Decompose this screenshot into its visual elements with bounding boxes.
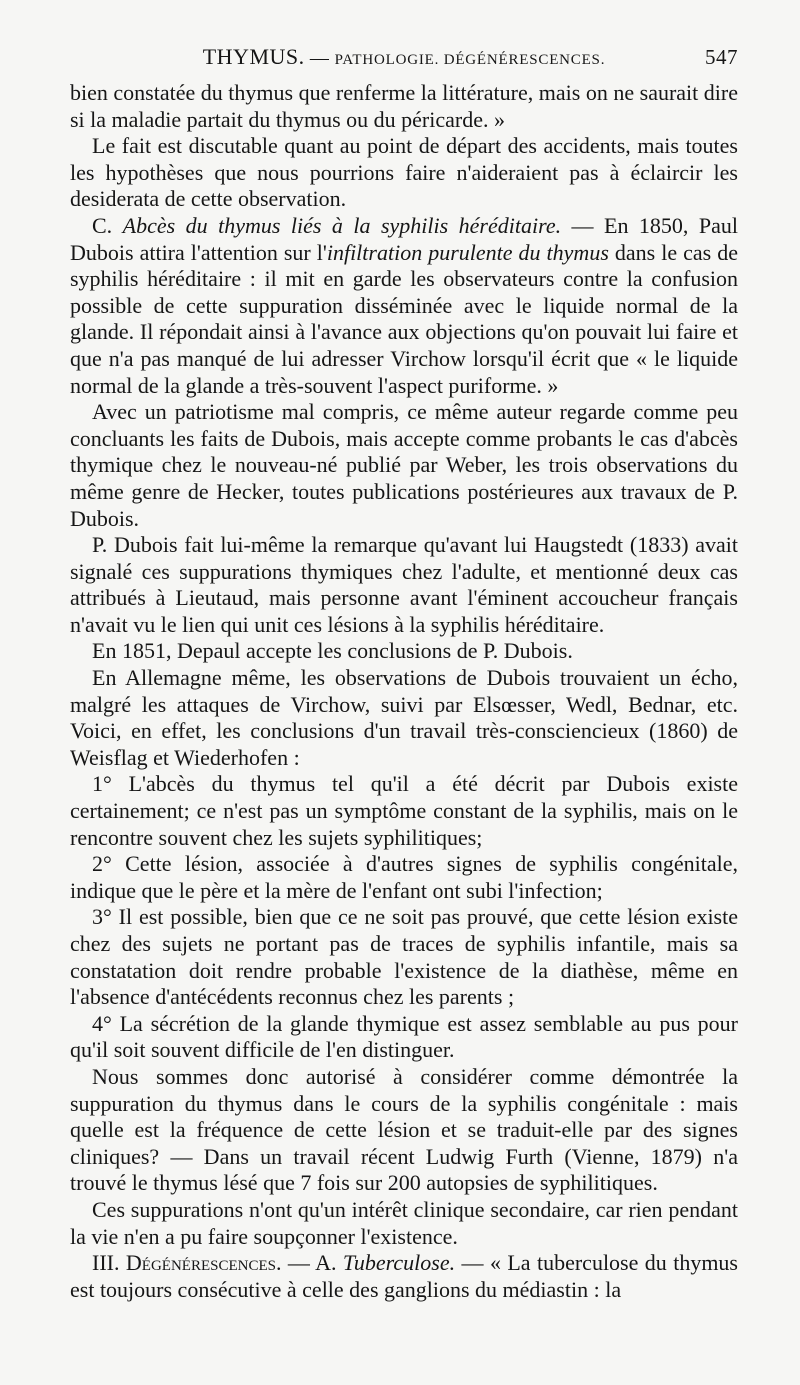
paragraph-section-iii [70, 1250, 738, 1303]
running-head-main: THYMUS. [202, 44, 305, 69]
list-item: 4° La sécrétion de la glande thymique est assez semblable au pus pour qu'il soit souvent difficile de l'en distinguer. [70, 1010, 738, 1063]
emphasis: infiltration purulente du thymus [326, 239, 609, 265]
paragraph: Nous sommes donc autorisé à considérer comme démontrée la suppuration du thymus dans le cours de la syphilis congénitale : mais quelle est la fréquence de cette lésion et se traduit-elle par des signes cliniques? — Dans un travail récent Ludwig Furth (Vienne, 1879) n'a trouvé le thymus lésé que 7 fois sur 200 autopsies de syphilitiques. [70, 1063, 738, 1196]
paragraph-text: dans le cas de syphilis héréditaire : il mit en garde les observateurs contre la confusion possible de cette suppuration disséminée avec le liquide normal de la glande. Il répondait ainsi à l'avance aux objections qu'on pouvait lui faire et que n'a pas manqué de lui adresser Virchow lorsqu'il écrit que « le liquide normal de la glande a très-souvent l'aspect puriforme. » [70, 239, 739, 398]
paragraph: En 1851, Depaul accepte les conclusions de P. Dubois. [92, 638, 573, 664]
body-text [70, 80, 738, 1303]
section-letter: C. [92, 212, 113, 238]
paragraph: En Allemagne même, les observations de Dubois trouvaient un écho, malgré les attaques de Virchow, suivi par Elsœsser, Wedl, Bednar, etc. Voici, en effet, les conclusions d'un travail très-consciencieux (1860) de Weisflag et Wiederhofen : [70, 665, 738, 770]
paragraph: bien constatée du thymus que renferme la littérature, mais on ne saurait dire si la maladie partait du thymus ou du péricarde. » [70, 80, 738, 132]
paragraph-text: — « La tuberculose du thymus est toujours consécutive à celle des ganglions du médiastin : la [70, 1250, 738, 1302]
page-number: 547 [705, 45, 738, 69]
running-head-title [190, 44, 618, 70]
section-heading: Dégénérescences. [125, 1250, 282, 1276]
running-head-section: PATHOLOGIE. DÉGÉNÉRESCENCES. [334, 52, 606, 68]
subsection-heading: Tuberculose. [342, 1250, 456, 1276]
paragraph: Le fait est discutable quant au point de départ des accidents, mais toutes les hypothèses que nous pourrions faire n'aideraient pas à éclaircir les desiderata de cette observation. [70, 133, 738, 212]
list-item: 3° Il est possible, bien que ce ne soit pas prouvé, que cette lésion existe chez des sujets ne portant pas de traces de syphilis infantile, mais sa constatation doit rendre probable l'existence de la diathèse, même en l'absence d'antécédents reconnus chez les parents ; [70, 904, 738, 1010]
running-head [70, 44, 738, 78]
paragraph: P. Dubois fait lui-même la remarque qu'avant lui Haugstedt (1833) avait signalé ces suppurations thymiques chez l'adulte, et mentionné deux cas attribués à Lieutaud, mais personne avant l'éminent accoucheur français n'avait vu le lien qui unit ces lésions à la syphilis héréditaire. [70, 532, 738, 637]
section-number: III. [92, 1250, 120, 1276]
paragraph-text: — En 1850, Paul Dubois attira l'attention sur l' [70, 212, 738, 265]
paragraph-section-c [70, 213, 738, 399]
paragraph-text: — A. [281, 1250, 343, 1276]
list-item: 1° L'abcès du thymus tel qu'il a été décrit par Dubois existe certainement; ce n'est pas un symptôme constant de la syphilis, mais on le rencontre souvent chez les sujets syphilitiques; [70, 771, 738, 850]
paragraph: Ces suppurations n'ont qu'un intérêt clinique secondaire, car rien pendant la vie n'en a pu faire soupçonner l'existence. [70, 1196, 738, 1249]
running-head-dash: — [309, 48, 330, 69]
list-item: 2° Cette lésion, associée à d'autres signes de syphilis congénitale, indique que le père et la mère de l'enfant ont subi l'infection; [70, 851, 738, 903]
paragraph: Avec un patriotisme mal compris, ce même auteur regarde comme peu concluants les faits de Dubois, mais accepte comme probants le cas d'abcès thymique chez le nouveau-né publié par Weber, les trois observations du même genre de Hecker, toutes publications postérieures aux travaux de P. Dubois. [70, 399, 738, 531]
section-heading: Abcès du thymus liés à la syphilis héréditaire. [122, 212, 562, 238]
